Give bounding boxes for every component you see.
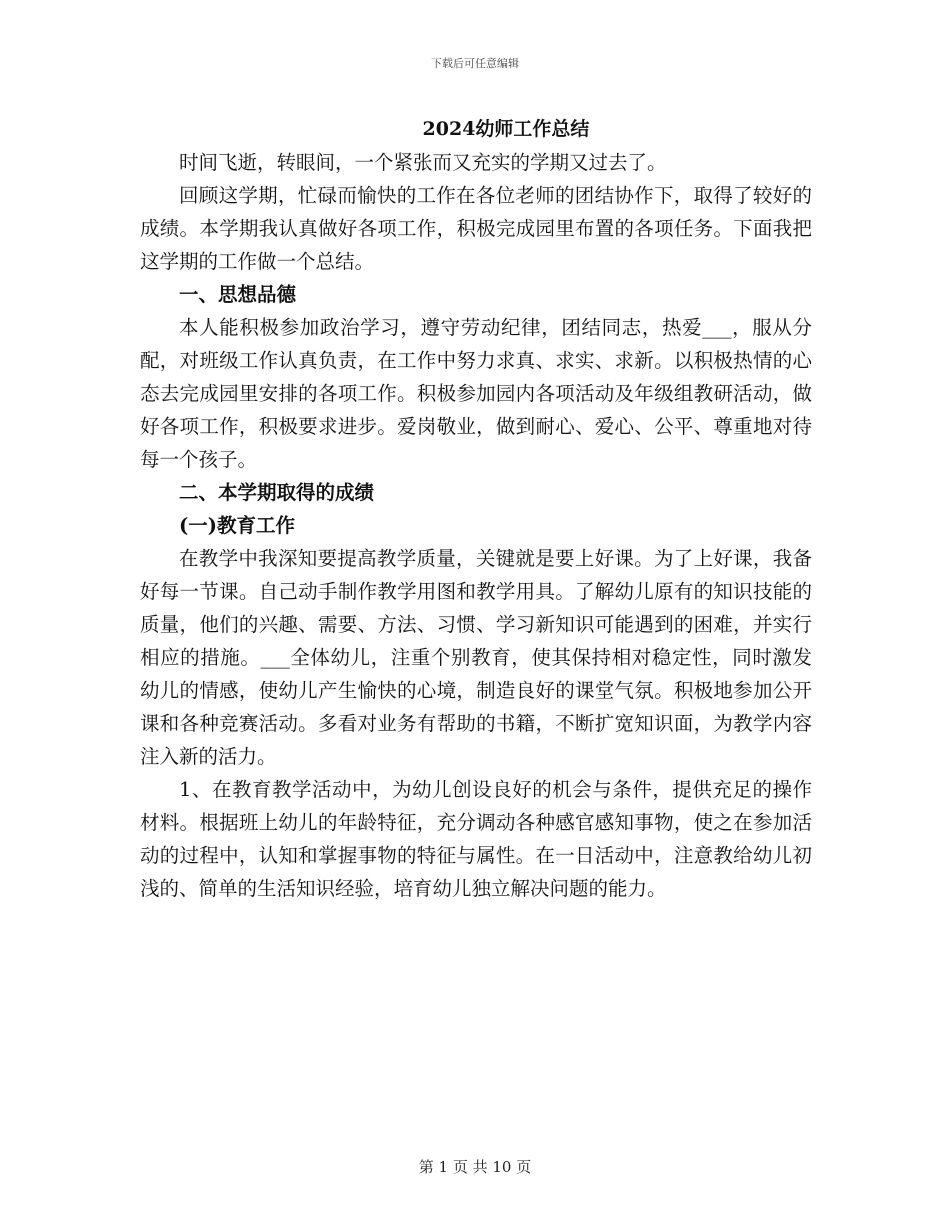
paragraph-3: 本人能积极参加政治学习，遵守劳动纪律，团结同志，热爱___，服从分配，对班级工作认真负责，在工作中努力求真、求实、求新。以积极热情的心态去完成园里安排的各项工作。积极参加园内各项活动及年级组教研活动，做好各项工作，积极要求进步。爱岗敬业，做到耐心、爱心、公平、尊重地对待每一个孩子。 <box>140 316 812 471</box>
document-title: 2024幼师工作总结 <box>422 118 590 140</box>
paragraph-4: 在教学中我深知要提高教学质量，关键就是要上好课。为了上好课，我备好每一节课。自己动手制作教学用图和教学用具。了解幼儿原有的知识技能的质量，他们的兴趣、需要、方法、习惯、学习新知识可能遇到的困难，并实行相应的措施。___全体幼儿，注重个别教育，使其保持相对稳定性，同时激发幼儿的情感，使幼儿产生愉快的心境，制造良好的课堂气氛。积极地参加公开课和各种竞赛活动。多看对业务有帮助的书籍，不断扩宽知识面，为教学内容注入新的活力。 <box>140 547 812 768</box>
subsection-heading-1: (一)教育工作 <box>179 514 295 537</box>
paragraph-2: 回顾这学期，忙碌而愉快的工作在各位老师的团结协作下，取得了较好的成绩。本学期我认真做好各项工作，积极完成园里布置的各项任务。下面我把这学期的工作做一个总结。 <box>140 184 812 273</box>
section-heading-1: 一、思想品德 <box>179 283 297 306</box>
paragraph-5: 1、在教育教学活动中，为幼儿创设良好的机会与条件，提供充足的操作材料。根据班上幼儿的年龄特征，充分调动各种感官感知事物，使之在参加活动的过程中，认知和掌握事物的特征与属性。在一日活动中，注意教给幼儿初浅的、简单的生活知识经验，培育幼儿独立解决问题的能力。 <box>140 778 812 900</box>
page-header-note: 下载后可任意编辑 <box>431 57 519 70</box>
paragraph-1: 时间飞逝，转眼间，一个紧张而又充实的学期又过去了。 <box>179 151 667 174</box>
document-body <box>140 113 812 905</box>
section-heading-2: 二、本学期取得的成绩 <box>179 481 375 504</box>
page-number-footer: 第 1 页 共 10 页 <box>418 1158 532 1176</box>
